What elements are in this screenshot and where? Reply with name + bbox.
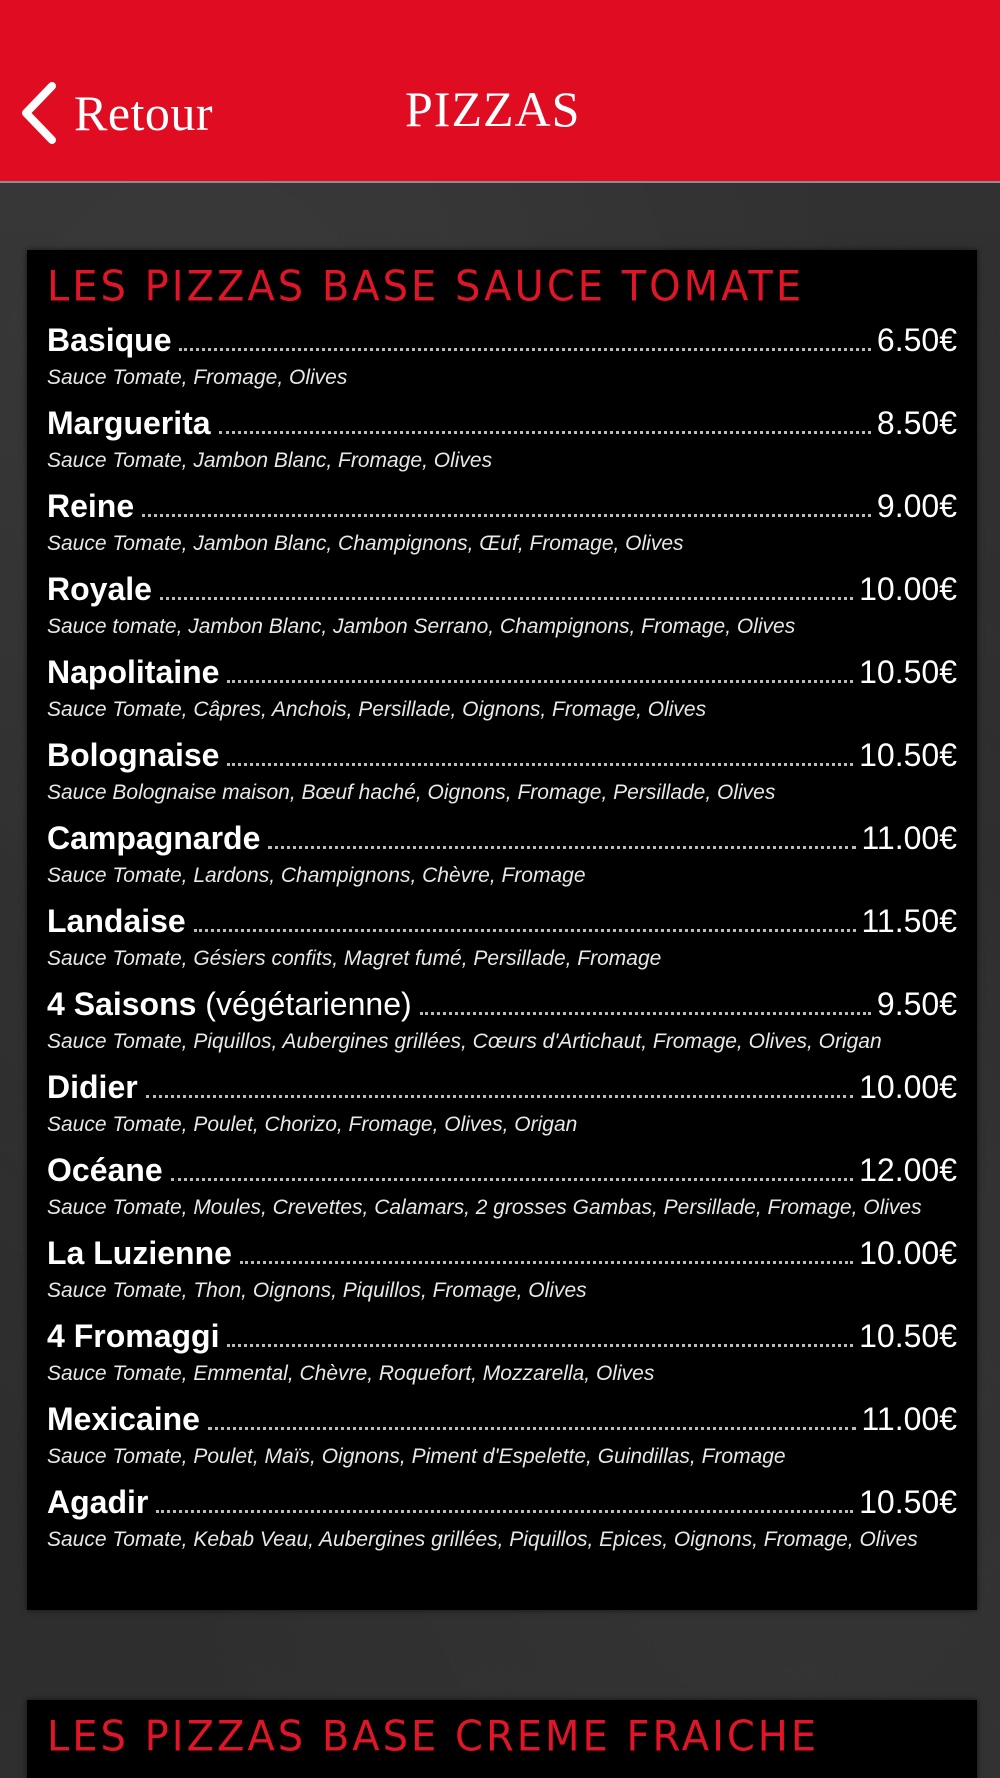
menu-item-description: Sauce Tomate, Câpres, Anchois, Persillade, Oignons, Fromage, Olives [47,698,707,721]
menu-item-name [47,903,186,940]
menu-item [47,571,957,641]
menu-item [47,986,957,1056]
menu-item-name-text: Didier [47,1069,138,1105]
menu-item-price: 10.50€ [859,654,957,690]
menu-item-price: 11.00€ [861,820,957,856]
menu-item-line [47,820,957,862]
menu-item [47,322,957,392]
menu-item-line [47,1235,957,1277]
dot-leader [194,928,856,932]
dot-leader [160,596,853,600]
menu-item-name-text: 4 Saisons [47,986,197,1022]
menu-item-name [47,1152,163,1189]
menu-item-price: 11.00€ [861,1401,957,1437]
menu-item [47,1484,957,1554]
menu-item [47,1152,957,1222]
menu-item-name-text: 4 Fromaggi [47,1318,220,1354]
menu-item-name [47,1069,138,1106]
menu-item-description: Sauce Bolognaise maison, Bœuf haché, Oignons, Fromage, Persillade, Olives [47,781,776,804]
menu-item-price: 6.50€ [876,322,957,358]
menu-item-description: Sauce Tomate, Poulet, Chorizo, Fromage, Olives, Origan [47,1113,578,1136]
menu-item-line [47,986,957,1028]
menu-item-line [47,737,957,779]
menu-section-tomate [27,250,977,1610]
menu-item-name-text: Reine [47,488,135,524]
dot-leader [219,430,871,434]
menu-item [47,1235,957,1305]
menu-item [47,820,957,890]
menu-item-line [47,322,957,364]
menu-item [47,903,957,973]
menu-item [47,488,957,558]
back-label: Retour [74,85,214,141]
dot-leader [179,347,870,351]
menu-item-name [47,488,134,525]
dot-leader [227,1343,853,1347]
menu-item-name [47,571,152,608]
menu-item-name-text: Landaise [47,903,186,939]
menu-item-name-text: Campagnarde [47,820,261,856]
dot-leader [156,1509,853,1513]
menu-item-price: 10.50€ [859,1484,957,1520]
menu-item-line [47,1152,957,1194]
menu-item-name [47,1318,219,1355]
menu-item-name-text: Mexicaine [47,1401,200,1437]
menu-item-name [47,737,219,774]
menu-item-description: Sauce Tomate, Emmental, Chèvre, Roquefort, Mozzarella, Olives [47,1362,655,1385]
menu-item-price: 9.50€ [876,986,957,1022]
dot-leader [146,1094,853,1098]
menu-item-description: Sauce tomate, Jambon Blanc, Jambon Serrano, Champignons, Fromage, Olives [47,615,796,638]
menu-item-name-text: Napolitaine [47,654,220,690]
menu-item-price: 10.50€ [859,1318,957,1354]
menu-item-name-suffix: (végétarienne) [196,986,412,1022]
menu-item-name-text: La Luzienne [47,1235,232,1271]
menu-item-name-text: Basique [47,322,172,358]
menu-item [47,1069,957,1139]
menu-item-name [47,820,260,857]
menu-item-name [47,986,412,1023]
dot-leader [171,1177,854,1181]
menu-list [47,322,957,1554]
menu-item-description: Sauce Tomate, Piquillos, Aubergines grillées, Cœurs d'Artichaut, Fromage, Olives, Origan [47,1030,882,1053]
menu-item-price: 10.00€ [859,1235,957,1271]
dot-leader [227,762,853,766]
menu-item-description: Sauce Tomate, Kebab Veau, Aubergines grillées, Piquillos, Epices, Oignons, Fromage, Olives [47,1528,918,1551]
menu-item-price: 12.00€ [859,1152,957,1188]
menu-item-name-text: Océane [47,1152,163,1188]
menu-item-name-text: Royale [47,571,152,607]
menu-item-line [47,488,957,530]
menu-item-name-text: Bolognaise [47,737,220,773]
menu-item-price: 10.00€ [859,1069,957,1105]
menu-item-line [47,654,957,696]
menu-item-name [47,1484,148,1521]
menu-item-name-text: Marguerita [47,405,211,441]
menu-section-creme [27,1700,977,1778]
menu-item-description: Sauce Tomate, Thon, Oignons, Piquillos, Fromage, Olives [47,1279,587,1302]
menu-item-name-text: Agadir [47,1484,149,1520]
chevron-left-icon [18,80,60,146]
menu-item-description: Sauce Tomate, Jambon Blanc, Champignons, Œuf, Fromage, Olives [47,532,684,555]
menu-item-name [47,654,219,691]
menu-item [47,405,957,475]
menu-item-price: 8.50€ [876,405,957,441]
menu-item-price: 10.00€ [859,571,957,607]
menu-item-line [47,1069,957,1111]
menu-item-price: 11.50€ [861,903,957,939]
top-bar [0,0,1000,183]
dot-leader [268,845,855,849]
menu-item-name [47,322,171,359]
menu-item-line [47,1401,957,1443]
menu-item-description: Sauce Tomate, Poulet, Maïs, Oignons, Piment d'Espelette, Guindillas, Fromage [47,1445,786,1468]
dot-leader [420,1011,871,1015]
section-title: LES PIZZAS BASE SAUCE TOMATE [47,262,805,312]
menu-item-description: Sauce Tomate, Fromage, Olives [47,366,348,389]
menu-item [47,1401,957,1471]
menu-item [47,737,957,807]
page-title: PIZZAS [405,81,581,137]
menu-item-name [47,405,211,442]
menu-item-price: 10.50€ [859,737,957,773]
menu-item-line [47,1318,957,1360]
menu-item-line [47,1484,957,1526]
menu-item-description: Sauce Tomate, Moules, Crevettes, Calamars, 2 grosses Gambas, Persillade, Fromage, Olives [47,1196,922,1219]
dot-leader [208,1426,856,1430]
menu-item-description: Sauce Tomate, Gésiers confits, Magret fumé, Persillade, Fromage [47,947,662,970]
menu-item-name [47,1235,232,1272]
menu-item-line [47,903,957,945]
menu-item-price: 9.00€ [876,488,957,524]
dot-leader [240,1260,853,1264]
menu-item [47,654,957,724]
back-button[interactable] [18,78,213,148]
menu-item-line [47,571,957,613]
section-title: LES PIZZAS BASE CREME FRAICHE [47,1712,820,1762]
dot-leader [227,679,853,683]
menu-item-description: Sauce Tomate, Lardons, Champignons, Chèvre, Fromage [47,864,586,887]
menu-item-description: Sauce Tomate, Jambon Blanc, Fromage, Olives [47,449,493,472]
dot-leader [142,513,871,517]
menu-item [47,1318,957,1388]
menu-item-name [47,1401,200,1438]
menu-item-line [47,405,957,447]
